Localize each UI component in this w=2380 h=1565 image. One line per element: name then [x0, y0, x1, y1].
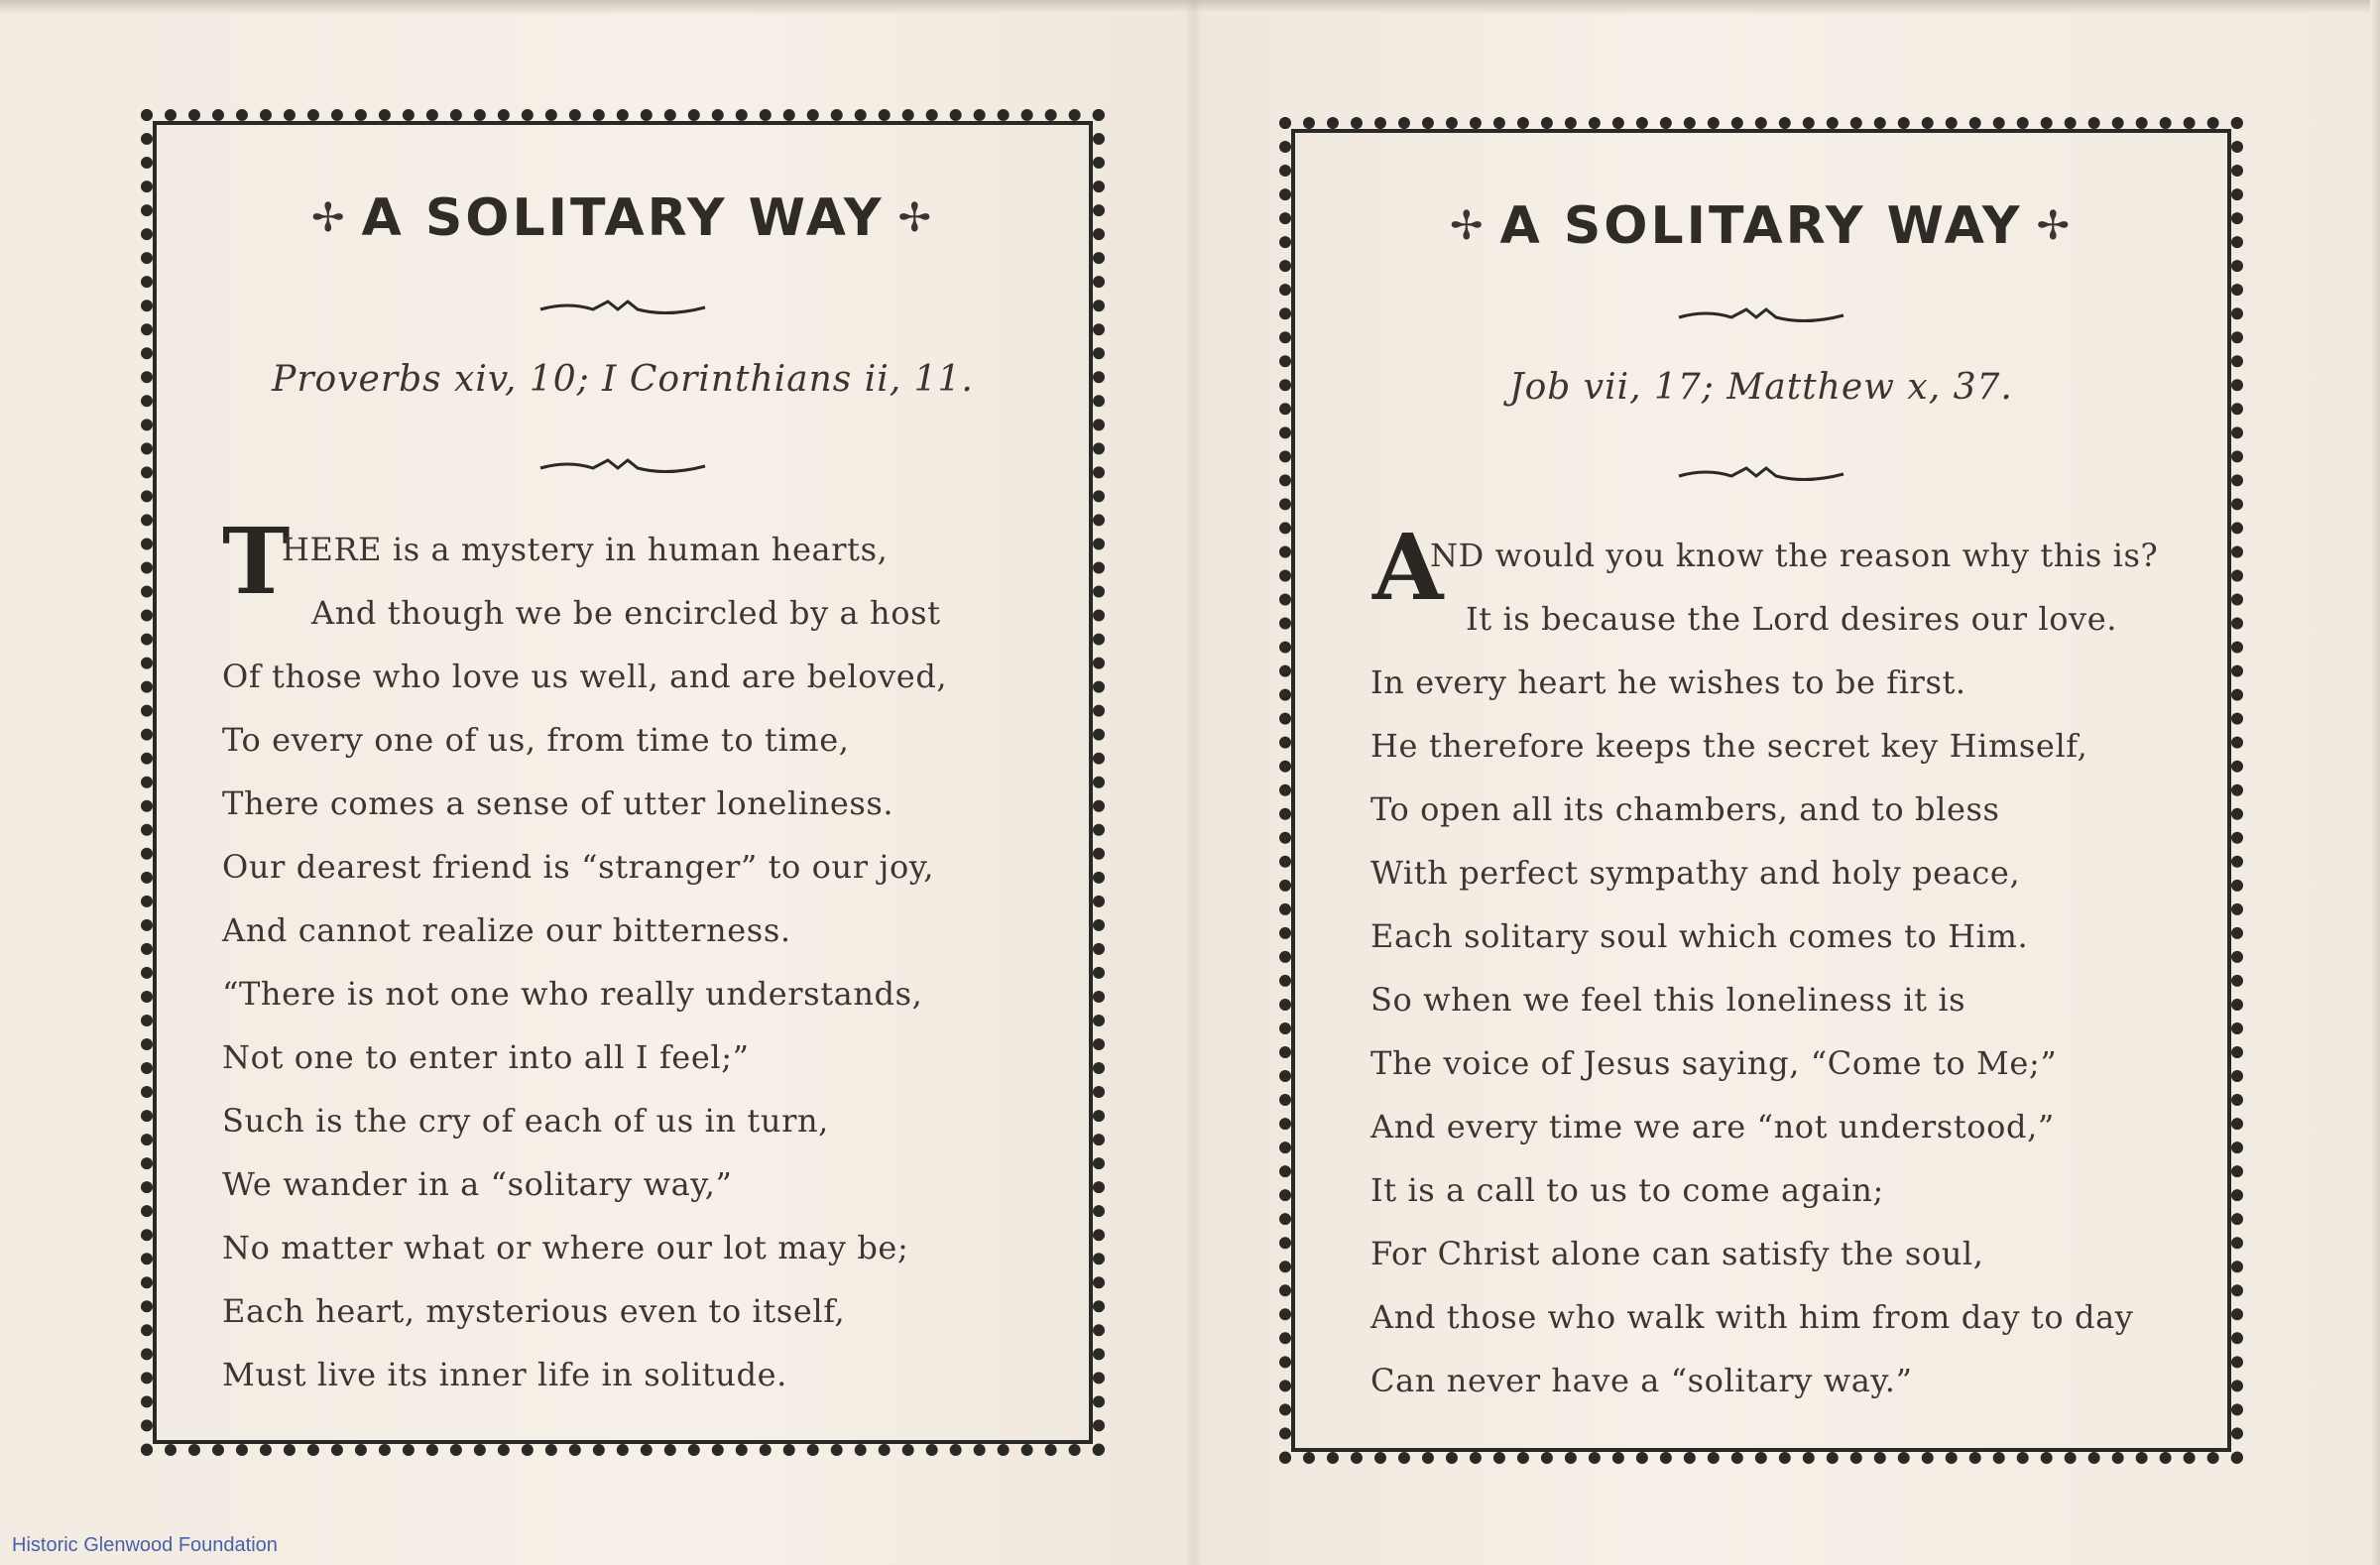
- poem-line: No matter what or where our lot may be;: [222, 1229, 909, 1266]
- right-drop-cap: A: [1372, 514, 1444, 621]
- left-reference: Proverbs xiv, 10; I Corinthians ii, 11.: [272, 359, 974, 400]
- center-fold: [1185, 0, 1203, 1565]
- poem-line: It is because the Lord desires our love.: [1466, 600, 2118, 638]
- poem-line: And cannot realize our bitterness.: [222, 911, 791, 949]
- poem-line: Each solitary soul which comes to Him.: [1370, 917, 2029, 955]
- poem-line: Such is the cry of each of us in turn,: [222, 1102, 829, 1140]
- poem-line: So when we feel this loneliness it is: [1370, 981, 1966, 1019]
- poem-line: Of those who love us well, and are beloved,: [222, 658, 948, 695]
- flourish-icon: [538, 454, 707, 478]
- left-panel: [139, 107, 1107, 1458]
- right-poem: [1370, 514, 2211, 1412]
- left-title: [153, 188, 1093, 248]
- cross-ornament-icon: ✢: [1449, 203, 1487, 249]
- poem-line: It is a call to us to come again;: [1370, 1171, 1884, 1209]
- cross-ornament-icon: ✢: [2036, 203, 2074, 249]
- left-poem: [222, 508, 1073, 1406]
- poem-line: And those who walk with him from day to day: [1370, 1298, 2134, 1336]
- right-title-text: A SOLITARY WAY: [1499, 196, 2023, 256]
- paper-right-edge: [2370, 0, 2380, 1565]
- poem-line: He therefore keeps the secret key Himself,: [1370, 727, 2088, 765]
- flourish-icon: [1677, 303, 1845, 327]
- poem-line: Must live its inner life in solitude.: [222, 1356, 787, 1393]
- poem-line: We wander in a “solitary way,”: [222, 1165, 733, 1203]
- poem-line: To open all its chambers, and to bless: [1370, 790, 2000, 828]
- right-reference: Job vii, 17; Matthew x, 37.: [1509, 367, 2013, 408]
- poem-line: With perfect sympathy and holy peace,: [1370, 854, 2021, 892]
- poem-line: HERE is a mystery in human hearts,: [282, 531, 889, 568]
- poem-line: And every time we are “not understood,”: [1370, 1108, 2055, 1145]
- left-title-text: A SOLITARY WAY: [361, 188, 885, 248]
- poem-line: In every heart he wishes to be first.: [1370, 663, 1966, 701]
- poem-line: There comes a sense of utter loneliness.: [222, 784, 894, 822]
- poem-line: Each heart, mysterious even to itself,: [222, 1292, 846, 1330]
- right-panel: [1277, 115, 2245, 1466]
- poem-line: And though we be encircled by a host: [311, 594, 941, 632]
- cross-ornament-icon: ✢: [310, 195, 348, 241]
- poem-line: ND would you know the reason why this is?: [1430, 537, 2159, 574]
- poem-line: Can never have a “solitary way.”: [1370, 1362, 1913, 1399]
- flourish-icon: [538, 296, 707, 319]
- left-drop-cap: T: [222, 508, 291, 615]
- poem-line: To every one of us, from time to time,: [222, 721, 850, 759]
- flourish-icon: [1677, 462, 1845, 486]
- watermark-text: Historic Glenwood Foundation: [12, 1534, 278, 1556]
- poem-line: For Christ alone can satisfy the soul,: [1370, 1235, 1984, 1272]
- poem-line: Our dearest friend is “stranger” to our joy,: [222, 848, 935, 886]
- cross-ornament-icon: ✢: [897, 195, 935, 241]
- poem-line: “There is not one who really understands,: [222, 975, 923, 1013]
- poem-line: Not one to enter into all I feel;”: [222, 1038, 750, 1076]
- poem-line: The voice of Jesus saying, “Come to Me;”: [1370, 1044, 2058, 1082]
- right-title: [1291, 196, 2231, 256]
